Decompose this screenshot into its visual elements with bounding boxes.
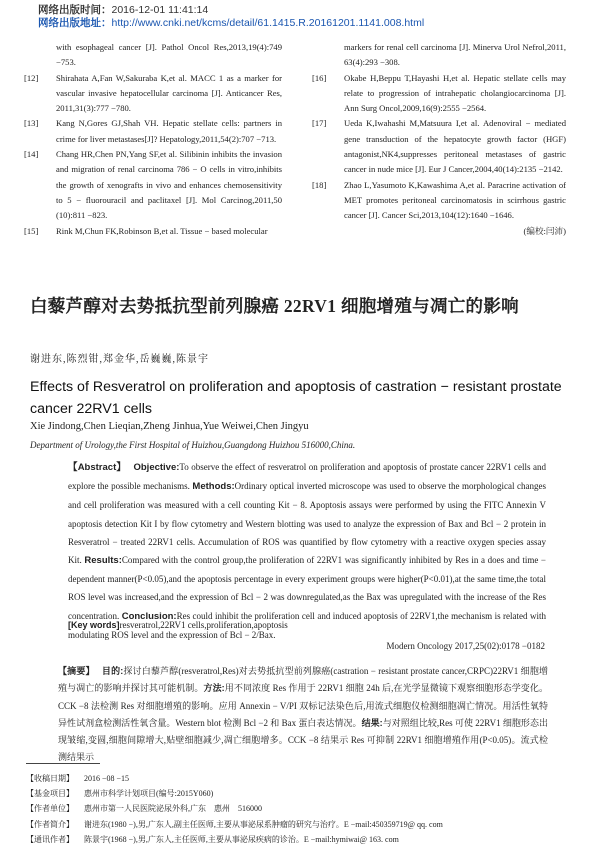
footnote-value: 谢进东(1980 −),男,广东人,副主任医师,主要从事泌尿系肿瘤的研究与治疗。E −mail:450359719@ qq. com	[84, 819, 443, 829]
footnote-key: 【作者单位】	[26, 804, 74, 814]
abstract-cn-label: 【摘要】	[58, 666, 95, 676]
reference-number: [14]	[24, 149, 39, 160]
article-title-cn: 白藜芦醇对去势抵抗型前列腺癌 22RV1 细胞增殖与凋亡的影响	[30, 296, 519, 316]
publish-url-link[interactable]: http://www.cnki.net/kcms/detail/61.1415.R.20161201.1141.008.html	[111, 17, 425, 29]
footnote-key: 【通讯作者】	[26, 834, 74, 844]
reference-text: Rink M,Chun FK,Robinson B,et al. Tissue − based molecular	[56, 225, 268, 236]
reference-item	[24, 71, 282, 117]
reference-number: [13]	[24, 118, 39, 129]
footnote-row	[26, 786, 443, 801]
reference-item	[312, 116, 566, 177]
keywords-text: resveratrol,22RV1 cells,proliferation,apoptosis	[119, 620, 288, 630]
footnote-key: 【作者简介】	[26, 819, 74, 829]
footnote-row	[26, 817, 443, 832]
publish-url-label: 网络出版地址：	[38, 17, 112, 29]
footnote-row	[26, 801, 443, 816]
footnote-key: 【收稿日期】	[26, 774, 74, 783]
methods-text: Ordinary optical inverted microscope was used to observe the morphological changes and cell proliferation was measured with a cell counting Kit − 8. Apoptosis assays were performed by using the FITC Annexin V apoptosis detection Kit I by flow cytometry and Western blotting was used to analyze the expression of Bax and Bcl − 2 protein in Resveratrol − treated 22RV1 cells. Accumulation of ROS was quantified by flow cytometry with a reactive oxygen species assay Kit.	[68, 481, 547, 566]
footnote-value: 陈景宇(1968 −),男,广东人,主任医师,主要从事泌尿疾病的诊治。E −mail:hymiwai@ 163. com	[84, 834, 399, 844]
article-title-en: Effects of Resveratrol on proliferation and apoptosis of castration − resistant prostate cancer 22RV1 cells	[30, 379, 562, 417]
objective-cn-text: 探讨白藜芦醇(resveratrol,Res)对去势抵抗型前列腺癌(castration − resistant prostate cancer,CRPC)22RV1 细胞增殖与凋亡的影响并探讨其可能机制。	[58, 666, 548, 694]
publish-time-label: 网络出版时间：	[38, 4, 112, 16]
reference-number: [15]	[24, 225, 39, 236]
reference-text: Ueda K,Iwahashi M,Matsuura I,et al. Adenoviral − mediated gene transduction of the hepatocyte growth factor (HGF) antagonist,NK4,suppresses peritoneal metastases of gastric cancer in nude mice [J]. Eur J Cancer,2004,40(14):2135 −2142.	[344, 118, 566, 175]
reference-number: [17]	[312, 118, 327, 129]
footnotes	[26, 771, 443, 847]
keywords-label: [Key words]	[68, 620, 120, 630]
reference-item	[24, 224, 282, 239]
reference-text: Shirahata A,Fan W,Sakuraba K,et al. MACC 1 as a marker for vascular invasive hepatocellular carcinoma [J]. Anticancer Res, 2011,31(3):777 −780.	[56, 72, 282, 114]
reference-continued: with esophageal cancer [J]. Pathol Oncol Res,2013,19(4):749 −753.	[56, 42, 282, 68]
footnote-row	[26, 832, 443, 847]
results-cn-label: 结果:	[361, 717, 383, 728]
conclusion-label: Conclusion:	[121, 610, 177, 622]
methods-cn-label: 方法:	[203, 683, 225, 694]
references-right-column	[312, 40, 566, 239]
footnote-row	[26, 771, 443, 786]
abstract-en	[68, 458, 546, 644]
methods-cn-text: 用不同浓度 Res 作用于 22RV1 细胞 24h 后,在光学显微镜下观察细胞形态学变化。CCK −8 法检测 Res 对细胞增殖的影响。应用 Annexin − V/PI 双标记法染色后,用流式细胞仪检测细胞凋亡情况。用活性氧特异性试剂盒检测活性氧含量。Western blot 检测 Bcl −2 和 Bax 蛋白表达情况。	[58, 683, 548, 728]
conclusion-text: Res could inhibit the proliferation cell and induced apoptosis of 22RV1,the mechanism is related with modulating ROS level and the expression of Bcl − 2/Bax.	[68, 610, 547, 640]
references-left-column	[24, 40, 282, 239]
journal-citation: Modern Oncology 2017,25(02):0178 −0182	[386, 641, 545, 651]
footnote-divider	[26, 763, 100, 764]
abstract-label: 【Abstract】	[68, 462, 127, 473]
footnote-key: 【基金项目】	[26, 789, 74, 799]
authors-en: Xie Jindong,Chen Lieqian,Zheng Jinhua,Yue Weiwei,Chen Jingyu	[30, 421, 309, 432]
reference-text: Zhao L,Yasumoto K,Kawashima A,et al. Paracrine activation of MET promotes peritoneal carcinomatosis in scirrhous gastric cancer [J]. Cancer Sci,2013,104(12):1640 −1646.	[344, 179, 566, 221]
methods-label: Methods:	[192, 481, 235, 493]
reference-number: [12]	[24, 72, 39, 83]
reference-continued: markers for renal cell carcinoma [J]. Minerva Urol Nefrol,2011, 63(4):293 −308.	[344, 42, 566, 68]
department: Department of Urology,the First Hospital of Huizhou,Guangdong Huizhou 516000,China.	[30, 440, 356, 450]
objective-text: To observe the effect of resveratrol on proliferation and apoptosis of prostate cancer 22RV1 cells and explore the possible mechanisms.	[68, 462, 546, 492]
reference-text: Chang HR,Chen PN,Yang SF,et al. Silibinin inhibits the invasion and migration of renal carcinoma 786 − O cells in vitro,inhibits the growth of xenografts in vivo and enhances chemosensitivity to 5 − fluorouracil and paclitaxel [J]. Mol Carcinog,2011,50 (10):811 −823.	[56, 149, 282, 221]
publish-time: 2016-12-01 11:41:14	[111, 4, 209, 16]
authors-cn: 谢进东,陈烈钳,郑金华,岳巍巍,陈景宇	[30, 354, 209, 365]
reference-number: [18]	[312, 179, 327, 190]
reference-item	[24, 116, 282, 147]
abstract-cn	[58, 663, 548, 767]
objective-label: Objective:	[133, 462, 180, 473]
reference-number: [16]	[312, 72, 327, 83]
editor-note: (编校:闫沛)	[523, 225, 566, 236]
keywords	[68, 620, 288, 630]
reference-text: Kang N,Gores GJ,Shah VH. Hepatic stellate cells: partners in crime for liver metastases[J]? Hepatology,2011,54(2):707 −713.	[56, 118, 282, 144]
footnote-value: 惠州市科学计划项目(编号:2015Y060)	[84, 789, 214, 799]
reference-item	[24, 147, 282, 223]
reference-item	[312, 178, 566, 224]
results-text: Compared with the control group,the proliferation of 22RV1 was significantly inhibited by Res in a does and time − dependent manner(P<0.05),and the apoptosis percentage in every experiment groups were higher(P<0.01),at the same time,the total ROS level was increased,and the expression of Bcl − 2 was downregulated,as the Bax was upregulated with the increase of the Res concentration.	[68, 555, 547, 621]
objective-cn-label: 目的:	[101, 666, 124, 676]
results-cn-text: 与对照组比较,Res 可使 22RV1 细胞形态出现皱缩,变圆,细胞间隙增大,贴壁细胞减少,凋亡细胞增多。CCK −8 结果示 Res 可抑制 22RV1 细胞增殖作用(P<0.05)。流式检测结果示	[58, 717, 548, 763]
footnote-value: 惠州市第一人民医院泌尿外科,广东 惠州 516000	[84, 804, 262, 814]
footnote-value: 2016 −08 −15	[84, 774, 130, 783]
reference-text: Okabe H,Beppu T,Hayashi H,et al. Hepatic stellate cells may relate to progression of intrahepatic cholangiocarcinoma [J]. Ann Surg Oncol,2009,16(9):2555 −2564.	[344, 72, 566, 114]
results-label: Results:	[84, 555, 122, 567]
reference-item	[312, 71, 566, 117]
online-publication-header	[38, 4, 424, 30]
